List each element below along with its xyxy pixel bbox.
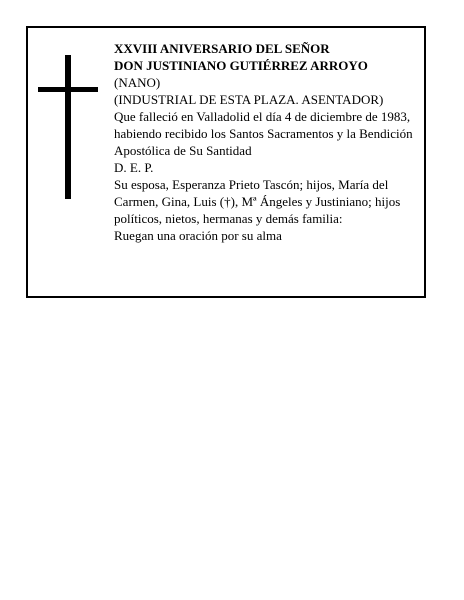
notice-request: Ruegan una oración por su alma bbox=[114, 228, 282, 243]
notice-rip: D. E. P. bbox=[114, 160, 154, 175]
notice-death-statement: Que falleció en Valladolid el día 4 de diciembre de 1983, habiendo recibido los Santos Sacramentos y la Bendición Apostólica de Su Santidad bbox=[114, 109, 413, 158]
notice-occupation: (INDUSTRIAL DE ESTA PLAZA. ASENTADOR) bbox=[114, 92, 384, 107]
notice-heading-line1: XXVIII ANIVERSARIO DEL SEÑOR bbox=[114, 41, 330, 56]
obituary-notice bbox=[26, 26, 426, 298]
notice-nickname: (NANO) bbox=[114, 75, 161, 90]
cross-horizontal-bar bbox=[38, 87, 98, 92]
cross-vertical-bar bbox=[65, 55, 71, 199]
notice-family: Su esposa, Esperanza Prieto Tascón; hijos, María del Carmen, Gina, Luis (†), Mª Ángeles y Justiniano; hijos políticos, nietos, hermanas y demás familia: bbox=[114, 177, 401, 226]
notice-text bbox=[114, 40, 418, 244]
latin-cross-icon bbox=[38, 55, 98, 199]
notice-heading-line2: DON JUSTINIANO GUTIÉRREZ ARROYO bbox=[114, 58, 368, 73]
